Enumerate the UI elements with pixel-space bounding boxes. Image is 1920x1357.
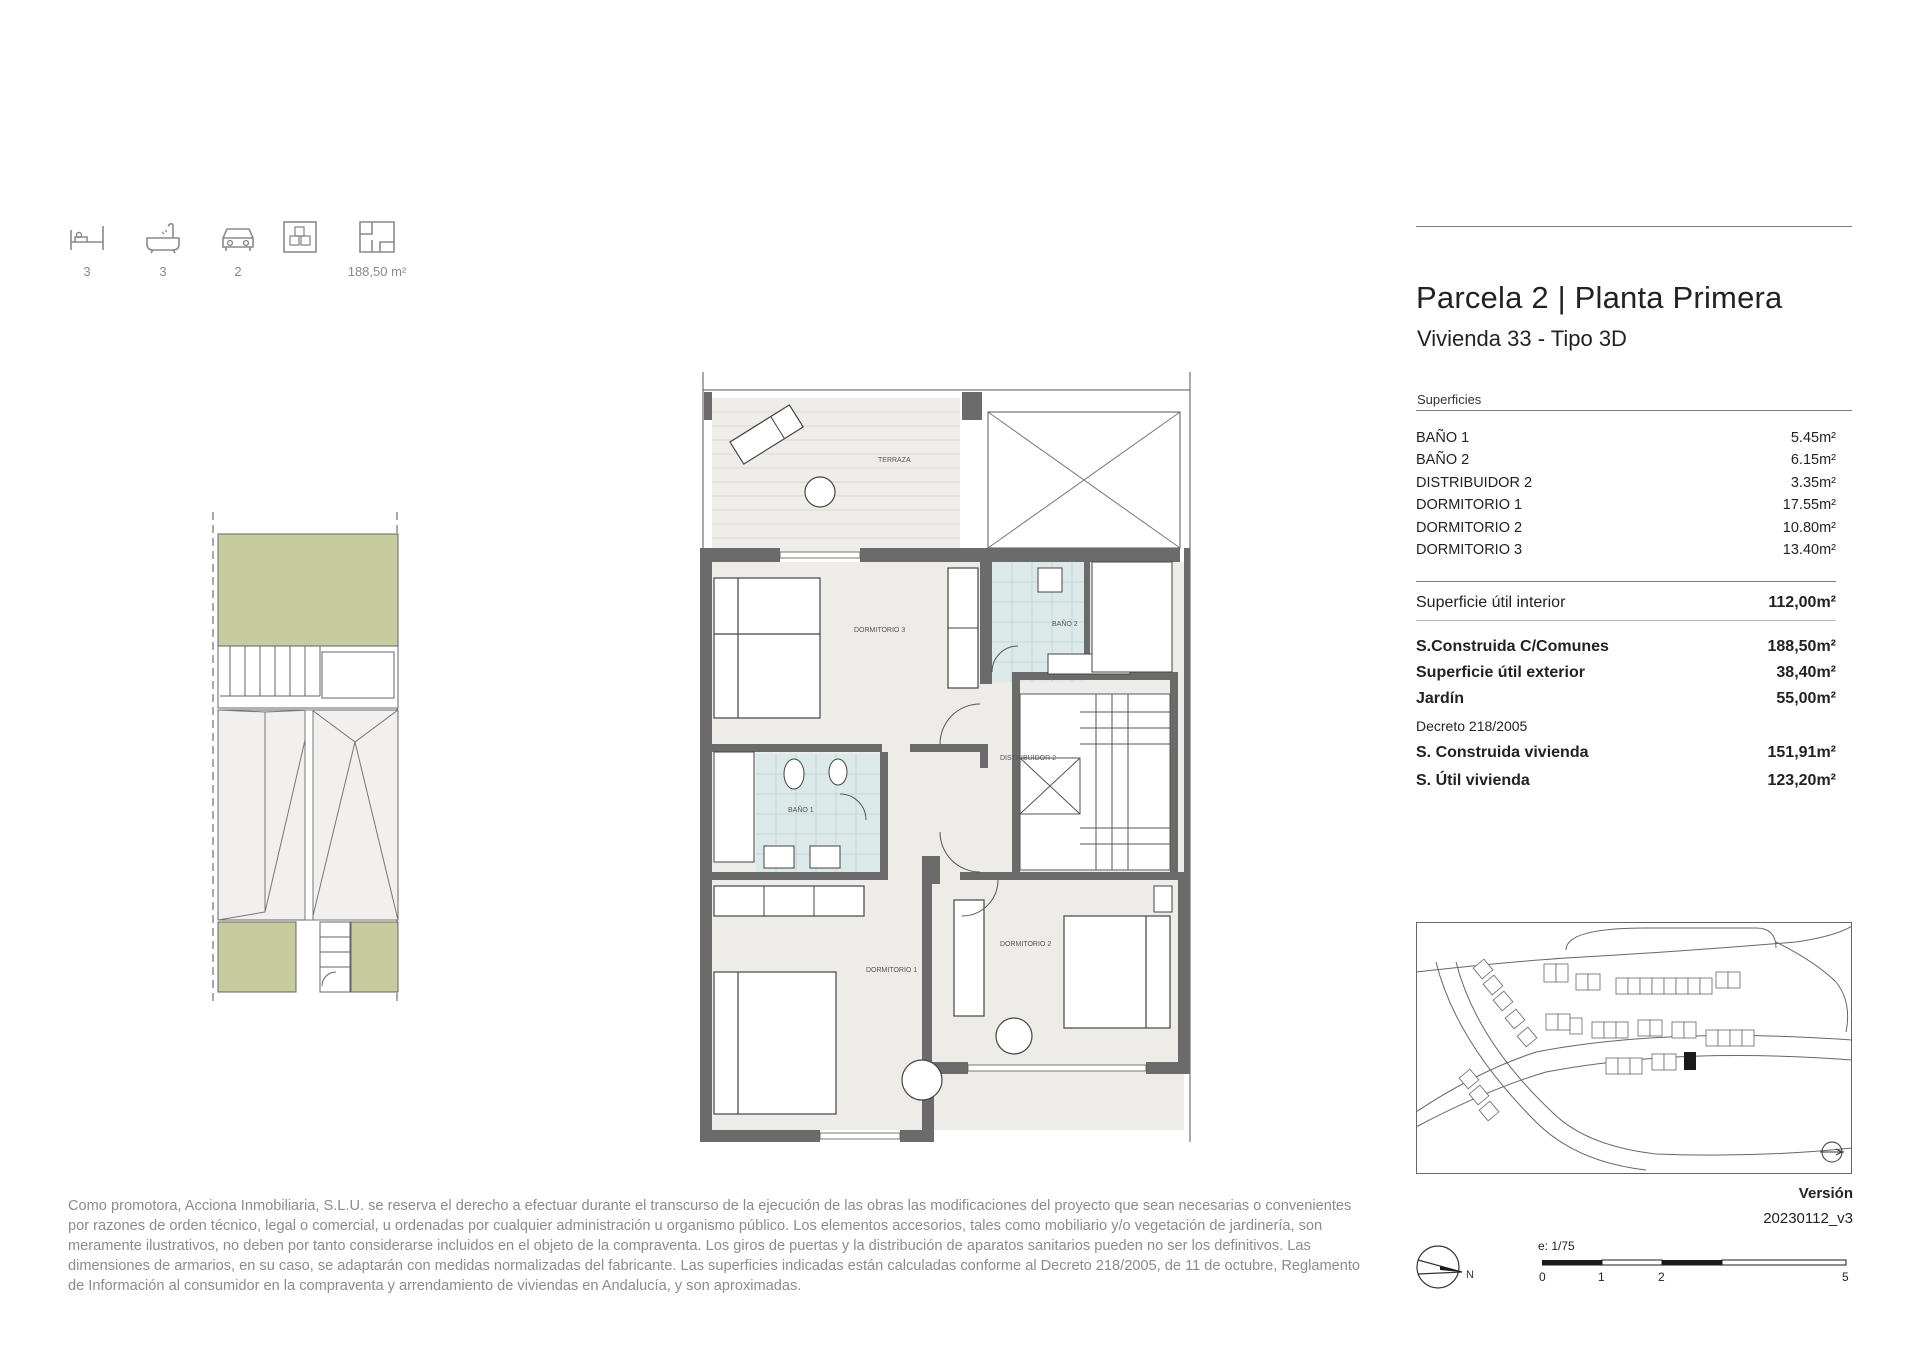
room-row: DORMITORIO 2 10.80m² — [1416, 520, 1836, 536]
terrace-table — [805, 477, 835, 507]
feature-bedrooms — [62, 220, 112, 279]
feature-storage — [280, 220, 320, 264]
label-bano-1: BAÑO 1 — [788, 807, 814, 814]
svg-text:1: 1 — [1598, 1270, 1605, 1284]
useful-interior-row: Superficie útil interior 112,00m² — [1416, 594, 1836, 611]
room-row: DORMITORIO 3 13.40m² — [1416, 542, 1836, 558]
built-home-row: S. Construida vivienda 151,91m² — [1416, 744, 1836, 761]
svg-text:5: 5 — [1842, 1270, 1849, 1284]
bed-dormitorio-2 — [1064, 916, 1170, 1028]
surfaces-label: Superficies — [1417, 392, 1482, 407]
divider — [1416, 620, 1836, 621]
label-dormitorio-1: DORMITORIO 1 — [866, 967, 918, 974]
bedrooms-count: 3 — [83, 264, 91, 279]
room-row: DORMITORIO 1 17.55m² — [1416, 497, 1836, 513]
page-title: Parcela 2 | Planta Primera — [1416, 280, 1783, 315]
chair-dormitorio-1 — [902, 1060, 942, 1100]
floor-plan-icon — [358, 220, 396, 254]
useful-home-row: S. Útil vivienda 123,20m² — [1416, 772, 1836, 789]
bed-dormitorio-1 — [714, 972, 836, 1114]
area-value: 188,50 m² — [347, 264, 407, 279]
room-row: BAÑO 2 6.15m² — [1416, 452, 1836, 468]
version-label: Versión — [1798, 1185, 1853, 1202]
roof-plan — [205, 512, 405, 1006]
label-dormitorio-3: DORMITORIO 3 — [854, 627, 906, 634]
chair-dormitorio-2 — [996, 1018, 1032, 1054]
surfaces-rule — [1416, 410, 1852, 411]
svg-text:N: N — [1466, 1269, 1474, 1281]
feature-area — [336, 220, 418, 279]
svg-text:2: 2 — [1658, 1270, 1665, 1284]
parking-count: 2 — [234, 264, 242, 279]
useful-exterior-row: Superficie útil exterior 38,40m² — [1416, 664, 1836, 681]
decree-note: Decreto 218/2005 — [1416, 718, 1528, 734]
label-bano-2: BAÑO 2 — [1052, 621, 1078, 628]
svg-text:0: 0 — [1539, 1270, 1546, 1284]
bed-dormitorio-3 — [714, 578, 820, 718]
feature-bathrooms — [138, 220, 188, 279]
label-terrace: TERRAZA — [878, 457, 911, 464]
room-row: BAÑO 1 5.45m² — [1416, 430, 1836, 446]
label-distribuidor-2: DISTRIBUIDOR 2 — [1000, 755, 1057, 762]
scale-label: e: 1/75 — [1538, 1239, 1575, 1253]
car-icon — [218, 220, 258, 254]
north-arrow-icon — [1414, 1242, 1478, 1292]
scale-bar — [1536, 1256, 1856, 1286]
storage-icon — [282, 220, 318, 254]
totals-rule — [1416, 581, 1836, 582]
terrace-area — [712, 398, 960, 558]
room-row: DISTRIBUIDOR 2 3.35m² — [1416, 475, 1836, 491]
top-rule — [1416, 226, 1852, 227]
bathtub-icon — [143, 220, 183, 254]
garden-row: Jardín 55,00m² — [1416, 690, 1836, 707]
built-common-row: S.Construida C/Comunes 188,50m² — [1416, 638, 1836, 655]
location-map — [1416, 922, 1852, 1174]
page-subtitle: Vivienda 33 - Tipo 3D — [1417, 326, 1627, 351]
home-location-marker — [1684, 1052, 1696, 1070]
version-value: 20230112_v3 — [1763, 1210, 1853, 1227]
floor-plan — [700, 372, 1196, 1142]
bed-icon — [67, 220, 107, 254]
label-dormitorio-2: DORMITORIO 2 — [1000, 941, 1052, 948]
legal-disclaimer: Como promotora, Acciona Inmobiliaria, S.L.U. se reserva el derecho a efectuar durante el transcurso de la ejecución de las obras las modificaciones del proyecto que sean necesarias o convenientes por razones de orden técnico, legal o comercial, u ordenadas por cualquier administración u organismo público. Los elementos accesorios, tales como mobiliario y/o vegetación de jardinería, son meramente ilustrativos, no deben por tanto considerarse incluidos en el objeto de la compraventa. Los giros de puertas y la distribución de aparatos sanitarios pueden no ser los definitivos. Las dimensiones de armarios, en su caso, se adaptarán con medidas normalizadas del fabricante. Las superficies indicadas están calculadas conforme al Decreto 218/2005, de 11 de octubre, Reglamento de Información al consumidor en la compraventa y arrendamiento de viviendas en Andalucía, y son aproximadas. — [68, 1198, 1361, 1294]
bathrooms-count: 3 — [159, 264, 167, 279]
feature-parking — [213, 220, 263, 279]
